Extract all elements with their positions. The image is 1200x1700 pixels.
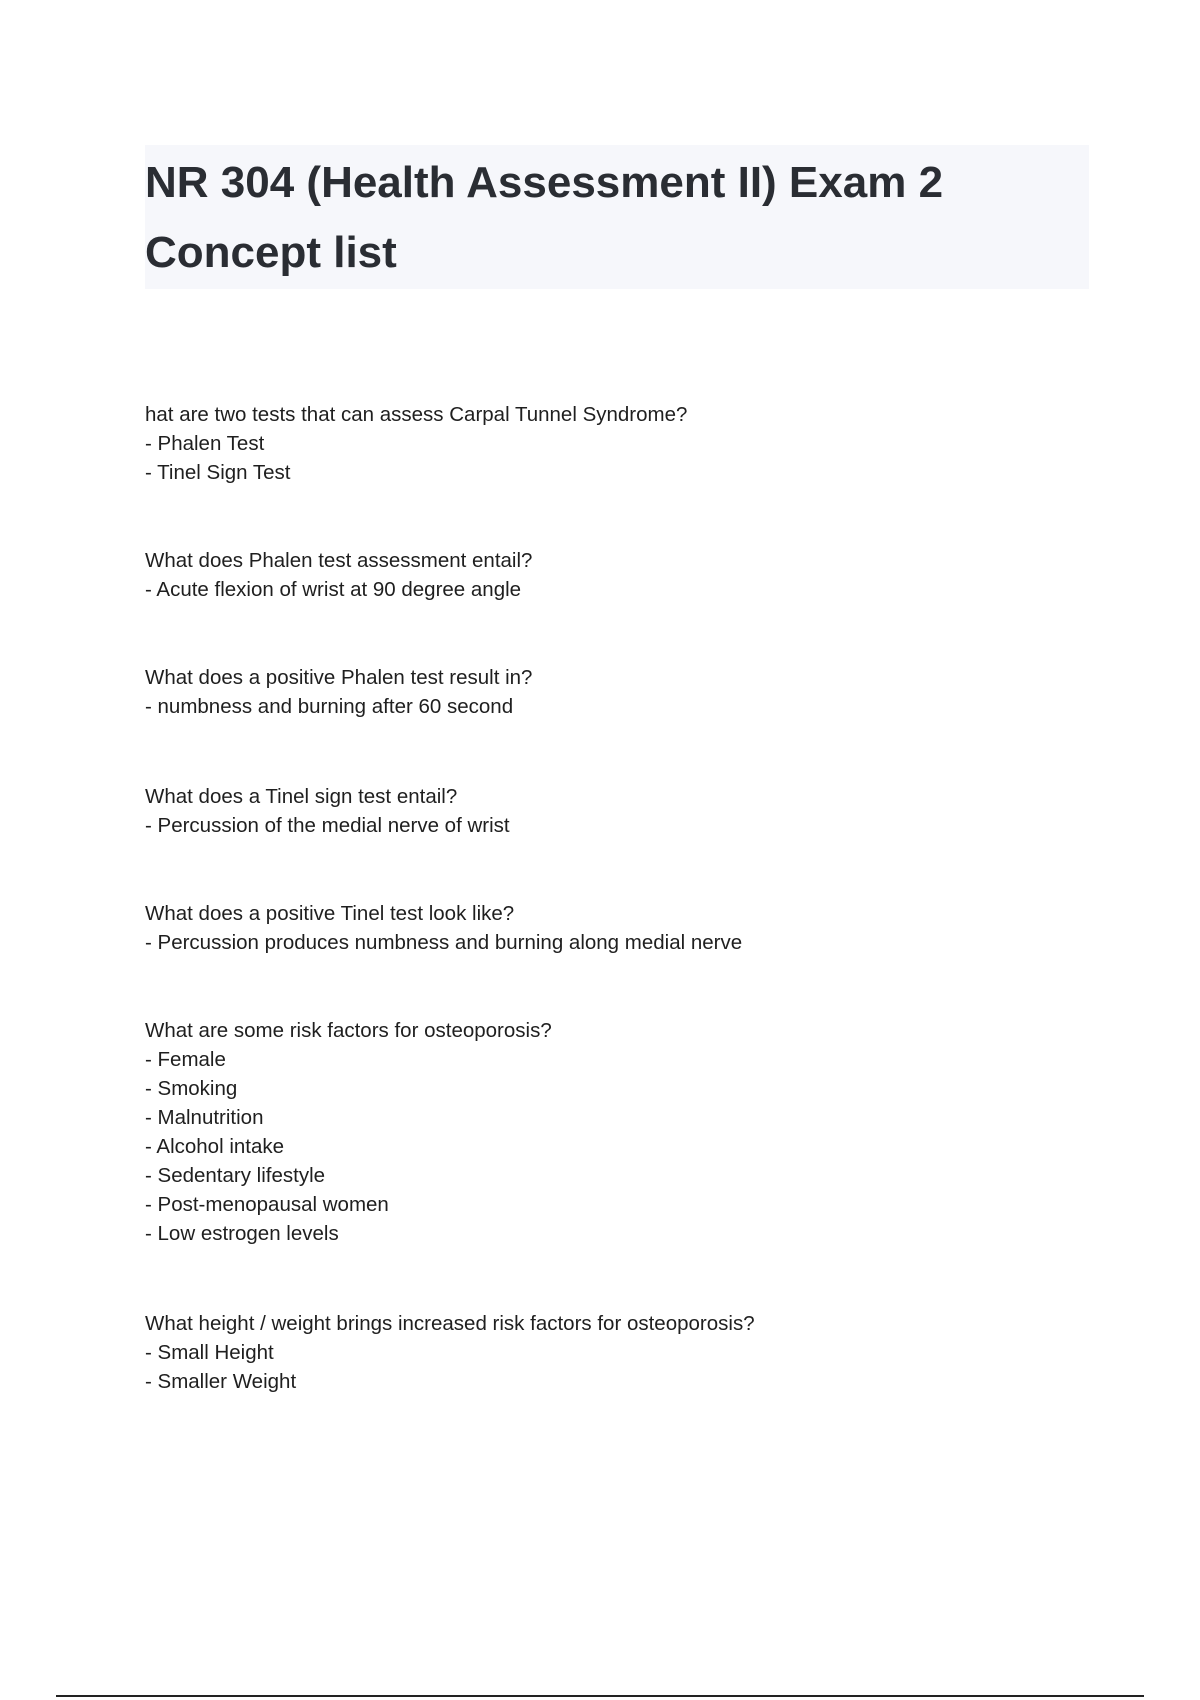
- answer: - Acute flexion of wrist at 90 degree angle: [145, 578, 522, 601]
- answer: - Phalen Test: [145, 432, 265, 455]
- answer: - Post-menopausal women: [145, 1193, 389, 1216]
- answer: - Malnutrition: [145, 1106, 264, 1129]
- answer: - Alcohol intake: [145, 1135, 285, 1158]
- qa-item-carpal-tunnel-tests: [145, 400, 687, 487]
- answer: - Female: [145, 1048, 226, 1071]
- question: What are some risk factors for osteoporosis?: [145, 1019, 552, 1042]
- answer: - numbness and burning after 60 second: [145, 695, 514, 718]
- qa-item-tinel-entail: [145, 782, 510, 840]
- answer: - Low estrogen levels: [145, 1222, 339, 1245]
- question: hat are two tests that can assess Carpal Tunnel Syndrome?: [145, 403, 688, 426]
- title-block: [145, 145, 1089, 289]
- question: What does a positive Tinel test look like?: [145, 902, 515, 925]
- page-title-line-2: Concept list: [145, 228, 397, 277]
- qa-item-height-weight-risk: [145, 1309, 755, 1396]
- qa-item-phalen-entail: [145, 546, 532, 604]
- page-title: [145, 148, 1089, 288]
- question: What does a positive Phalen test result in?: [145, 666, 533, 689]
- footer-divider: [56, 1695, 1144, 1697]
- answer: - Small Height: [145, 1341, 274, 1364]
- answer: - Tinel Sign Test: [145, 461, 291, 484]
- answer: - Smoking: [145, 1077, 238, 1100]
- qa-item-tinel-positive: [145, 899, 742, 957]
- answer: - Percussion produces numbness and burning along medial nerve: [145, 931, 743, 954]
- answer: - Sedentary lifestyle: [145, 1164, 326, 1187]
- question: What does Phalen test assessment entail?: [145, 549, 533, 572]
- page-title-line-1: NR 304 (Health Assessment II) Exam 2: [145, 158, 944, 207]
- question: What does a Tinel sign test entail?: [145, 785, 458, 808]
- answer: - Smaller Weight: [145, 1370, 297, 1393]
- qa-item-phalen-positive: [145, 663, 532, 721]
- qa-item-osteoporosis-risk: [145, 1016, 552, 1248]
- answer: - Percussion of the medial nerve of wrist: [145, 814, 510, 837]
- question: What height / weight brings increased risk factors for osteoporosis?: [145, 1312, 755, 1335]
